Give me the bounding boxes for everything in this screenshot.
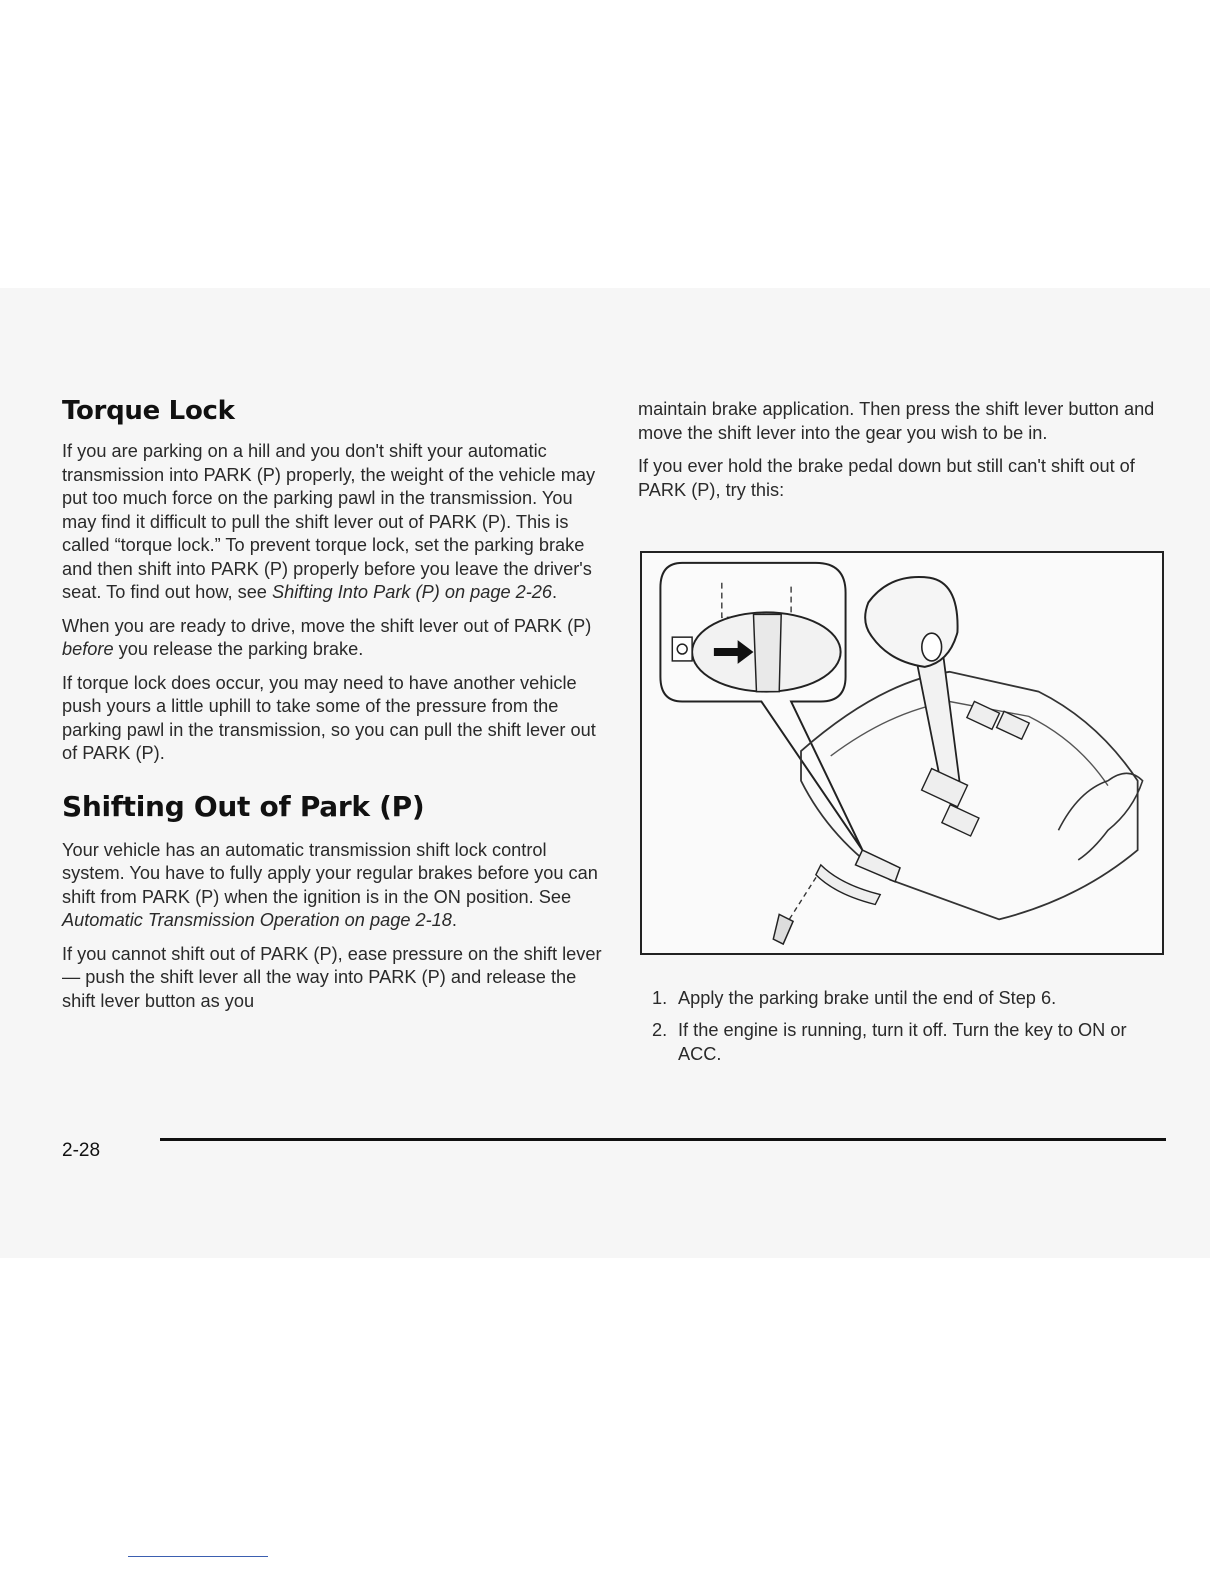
inset-bubble: [660, 563, 862, 850]
illustration-svg: [642, 553, 1162, 953]
cover-plate: [855, 850, 900, 882]
torque-lock-heading: Torque Lock: [62, 396, 235, 426]
hold-brake-paragraph: If you ever hold the brake pedal down but still can't shift out of PARK (P), try this:: [638, 456, 1135, 500]
shifting-p1-end: .: [451, 910, 457, 930]
torque-p1-end: .: [552, 582, 558, 602]
step-text: If the engine is running, turn it off. Turn the key to ON or ACC.: [678, 1020, 1127, 1064]
torque-p2-text-b: you release the parking brake.: [118, 639, 364, 659]
shift-button: [922, 633, 942, 661]
shifting-out-of-park-heading: Shifting Out of Park (P): [62, 789, 425, 823]
step-item: [652, 986, 1162, 1010]
torque-p2-emphasis: before: [62, 639, 114, 659]
torque-p2-text-a: When you are ready to drive, move the shift lever out of PARK (P): [62, 615, 592, 636]
shifting-paragraph-1: [62, 839, 602, 933]
switch-4: [942, 805, 979, 836]
screwdriver-path: [786, 870, 821, 924]
step-number: 2.: [652, 1020, 668, 1040]
step-text: Apply the parking brake until the end of Step 6.: [678, 988, 1057, 1008]
steps-list: [652, 986, 1162, 1074]
torque-lock-paragraph-2: [62, 615, 602, 662]
shifting-p1-reference[interactable]: Automatic Transmission Operation on page 2-18: [62, 910, 452, 930]
inset-lever: [753, 614, 781, 691]
torque-p1-reference[interactable]: Shifting Into Park (P) on page 2-26: [271, 582, 553, 602]
bottom-link-underline: [128, 1556, 268, 1557]
cover-slot: [672, 637, 692, 661]
torque-lock-paragraph-3: If torque lock does occur, you may need to have another vehicle push yours a little uphill to take some of the pressure from the parking pawl in the transmission, so you can pull the shift lever out of PARK (P).: [62, 672, 596, 763]
switch-1: [967, 701, 1000, 729]
step-number: 1.: [652, 988, 668, 1008]
shifting-p1-text: Your vehicle has an automatic transmission shift lock control system. You have to fully apply your regular brakes before you can shift from PARK (P) when the ignition is in the ON position. See: [62, 839, 598, 907]
console-outline: [801, 672, 1138, 920]
shifting-paragraph-2: If you cannot shift out of PARK (P), ease pressure on the shift lever — push the shift lever all the way into PARK (P) and release the shift lever button as you: [62, 943, 602, 1011]
shift-lever-knob: [865, 577, 957, 667]
continued-paragraph: maintain brake application. Then press the shift lever button and move the shift lever into the gear you wish to be in.: [638, 399, 1155, 443]
footer-rule: [160, 1138, 1166, 1141]
left-column: [62, 396, 602, 1023]
shift-lock-release-illustration: [640, 551, 1164, 955]
right-column-text: [638, 398, 1168, 512]
torque-lock-paragraph-1: [62, 440, 602, 605]
hand-outline: [1058, 773, 1142, 860]
torque-p1-text: If you are parking on a hill and you don't shift your automatic transmission into PARK (P) properly, the weight of the vehicle may put too much force on the parking pawl in the transmission. You may find it difficult to pull the shift lever out of PARK (P). This is called “torque lock.” To prevent torque lock, set the parking brake and then shift into PARK (P) properly before you leave the driver's seat. To find out how, see: [62, 441, 596, 602]
step-item: [652, 1018, 1162, 1066]
page-number: 2-28: [62, 1140, 101, 1161]
switch-3: [922, 769, 968, 807]
